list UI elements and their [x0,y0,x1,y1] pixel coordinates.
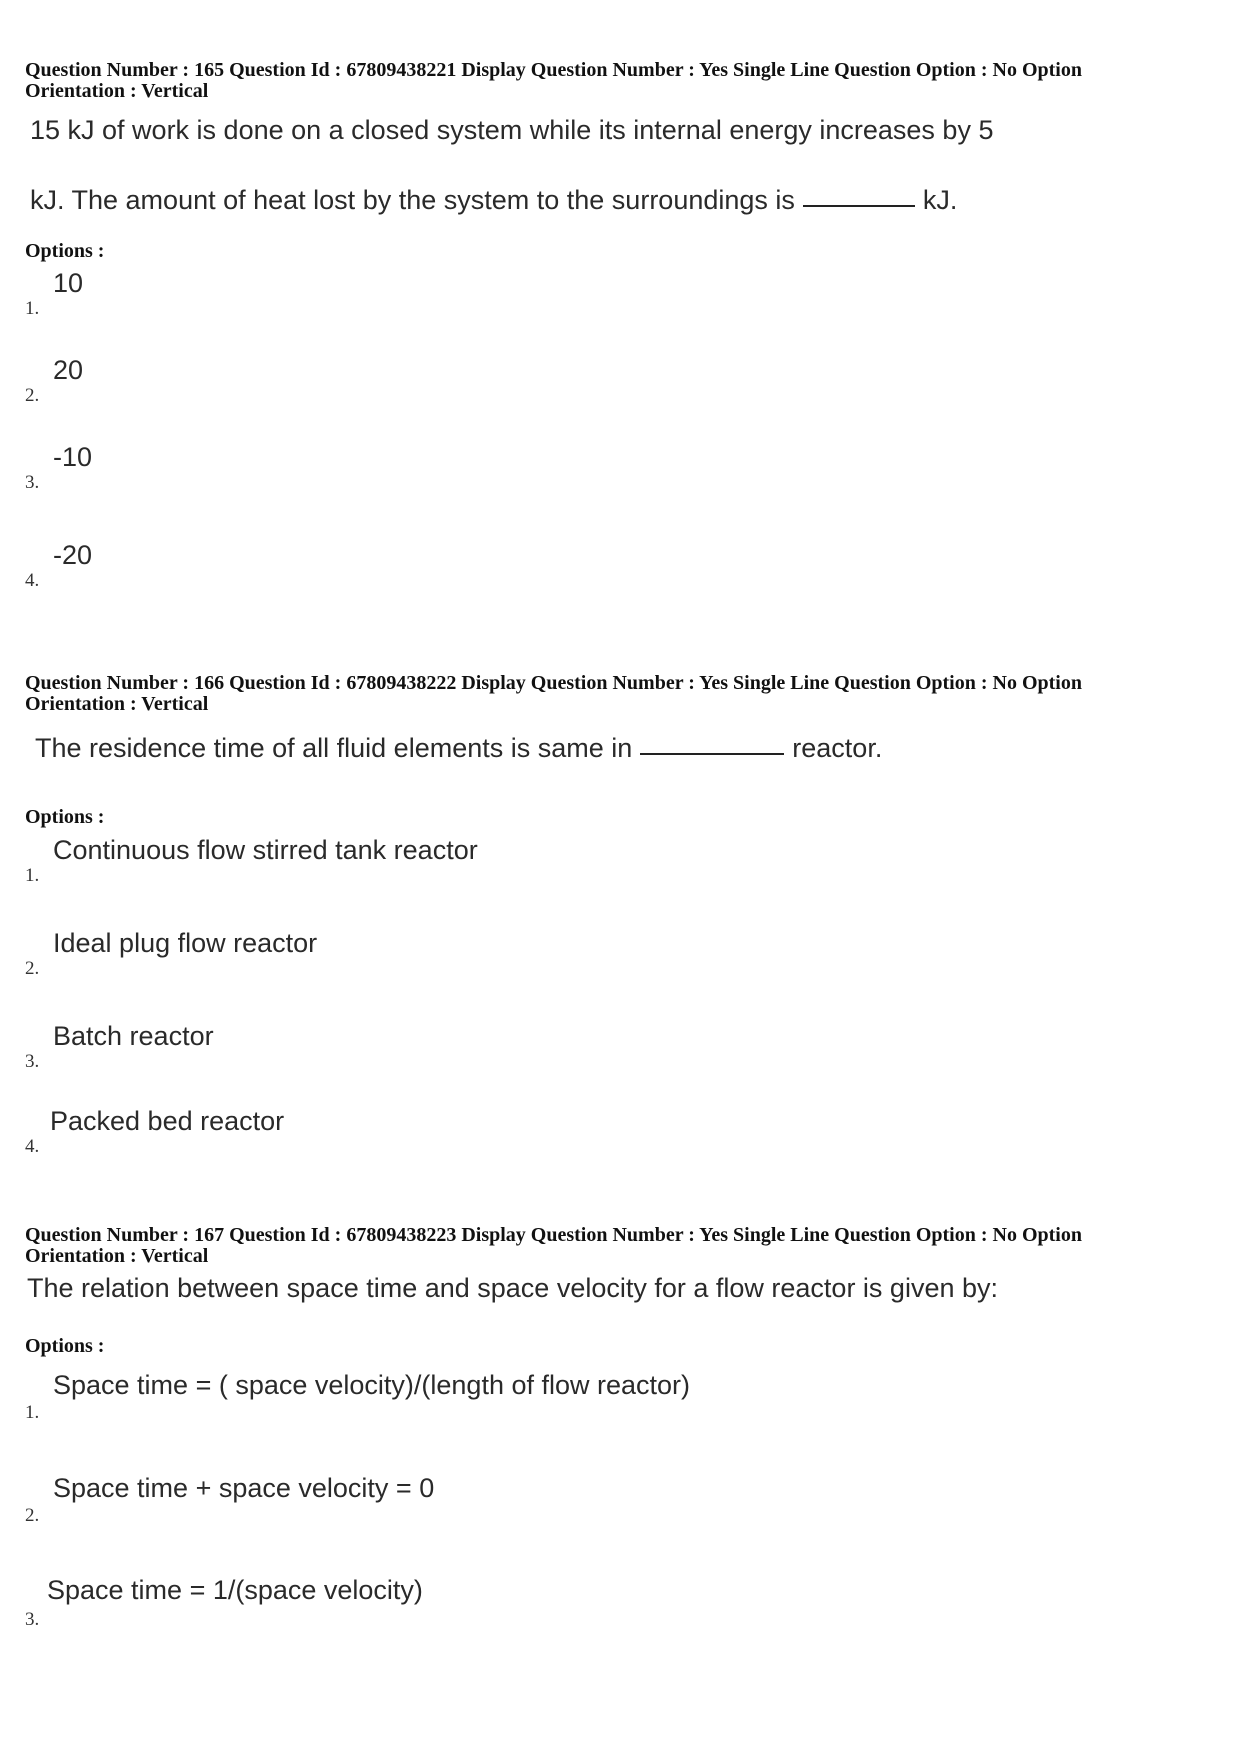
option-text: Packed bed reactor [50,1106,285,1136]
question-meta-line2: Orientation : Vertical [25,1245,209,1267]
option-text: Space time + space velocity = 0 [53,1473,435,1503]
option-number: 1. [25,298,40,319]
option-text: Space time = 1/(space velocity) [47,1575,423,1605]
question-text-line: The relation between space time and space velocity for a flow reactor is given by: [27,1273,998,1303]
question-167 [25,1224,1215,1630]
option-number: 2. [25,1505,40,1526]
option-number: 1. [25,1402,40,1423]
option-number: 4. [25,570,40,591]
question-text-after-blank: reactor. [792,733,883,763]
option-text: Batch reactor [53,1021,214,1051]
question-text [27,1273,998,1304]
question-165 [25,59,1215,591]
option-number: 3. [25,1609,40,1630]
question-text-line1: 15 kJ of work is done on a closed system while its internal energy increases by 5 [30,115,994,145]
answer-blank [640,753,784,755]
question-meta-line1: Question Number : 167 Question Id : 67809438223 Display Question Number : Yes Single Line Question Option : No Option [25,1224,1082,1246]
question-text-before-blank: The residence time of all fluid elements is same in [35,733,633,763]
question-text-before-blank: kJ. The amount of heat lost by the system to the surroundings is [30,185,795,215]
option-text: 10 [53,268,84,298]
option-number: 2. [25,958,40,979]
option-number: 3. [25,1051,40,1072]
question-meta [25,1225,1195,1267]
question-meta-line1: Question Number : 165 Question Id : 67809438221 Display Question Number : Yes Single Line Question Option : No Option [25,59,1082,81]
question-text [35,733,882,764]
options-label: Options : [25,1335,105,1357]
option-text: -20 [53,540,93,570]
question-meta-line2: Orientation : Vertical [25,693,209,715]
question-meta [25,673,1195,715]
option-text: Continuous flow stirred tank reactor [53,835,478,865]
question-meta-line2: Orientation : Vertical [25,80,209,102]
question-text-after-blank: kJ. [922,185,958,215]
answer-blank [803,205,915,207]
options-label: Options : [25,240,105,262]
option-text: Space time = ( space velocity)/(length of flow reactor) [53,1370,691,1400]
option-number: 4. [25,1136,40,1157]
option-text: Ideal plug flow reactor [53,928,318,958]
question-text [30,115,993,146]
question-meta-line1: Question Number : 166 Question Id : 67809438222 Display Question Number : Yes Single Line Question Option : No Option [25,672,1082,694]
option-number: 3. [25,472,40,493]
question-text-line2 [30,185,957,216]
option-text: 20 [53,355,84,385]
question-meta [25,60,1195,102]
question-166 [25,672,1215,1157]
option-number: 2. [25,385,40,406]
option-number: 1. [25,865,40,886]
options-label: Options : [25,806,105,828]
option-text: -10 [53,442,93,472]
